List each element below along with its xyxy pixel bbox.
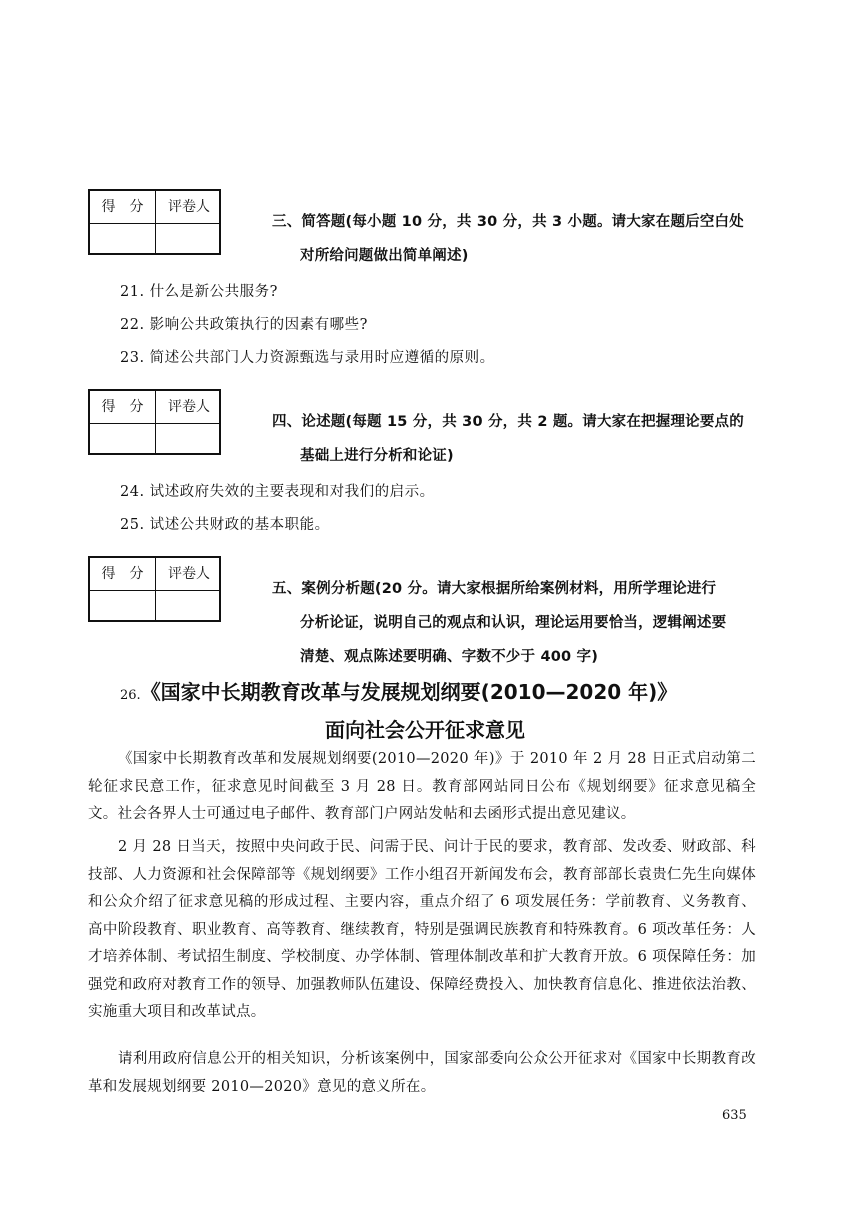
- section-title: 五、案例分析题(20 分。请大家根据所给案例材料，用所学理论进行: [272, 581, 717, 597]
- score-box: [88, 556, 221, 622]
- page-number: 635: [722, 1108, 747, 1123]
- section-title: 三、简答题(每小题 10 分，共 30 分，共 3 小题。请大家在题后空白处: [272, 214, 744, 230]
- question: 24. 试述政府失效的主要表现和对我们的启示。: [120, 484, 435, 500]
- section-title-cont: 清楚、观点陈述要明确、字数不少于 400 字): [300, 649, 599, 665]
- grader-label: 评卷人: [168, 199, 210, 215]
- case-number: 26.: [120, 688, 141, 703]
- score-label: 得 分: [101, 199, 144, 215]
- score-box: [88, 189, 221, 255]
- section-title-cont: 基础上进行分析和论证): [300, 448, 454, 464]
- section-title-cont: 分析论证，说明自己的观点和认识，理论运用要恰当，逻辑阐述要: [300, 615, 727, 631]
- case-paragraph: 《国家中长期教育改革和发展规划纲要(2010—2020 年)》于 2010 年 2 月 28 日正式启动第二轮征求民意工作，征求意见时间截至 3 月 28 日。教育部网站同日公布《规划纲要》征求意见稿全文。社会各界人士可通过电子邮件、教育部门户网站发帖和去函形式提出意见建议。: [88, 751, 756, 822]
- score-box: [88, 389, 221, 455]
- section-title: 四、论述题(每题 15 分，共 30 分，共 2 题。请大家在把握理论要点的: [272, 414, 744, 430]
- case-paragraph: 请利用政府信息公开的相关知识，分析该案例中，国家部委向公众公开征求对《国家中长期教育改革和发展规划纲要 2010—2020》意见的意义所在。: [88, 1051, 756, 1095]
- question: 21. 什么是新公共服务?: [120, 284, 278, 300]
- case-title: [120, 676, 677, 705]
- question: 22. 影响公共政策执行的因素有哪些?: [120, 317, 368, 333]
- question: 23. 简述公共部门人力资源甄选与录用时应遵循的原则。: [120, 350, 495, 366]
- score-label: 得 分: [101, 399, 144, 415]
- grader-label: 评卷人: [168, 399, 210, 415]
- grader-label: 评卷人: [168, 566, 210, 582]
- score-label: 得 分: [101, 566, 144, 582]
- case-paragraph: 2 月 28 日当天，按照中央问政于民、问需于民、问计于民的要求，教育部、发改委、财政部、科技部、人力资源和社会保障部等《规划纲要》工作小组召开新闻发布会，教育部部长袁贵仁先生向媒体和公众介绍了征求意见稿的形成过程、主要内容，重点介绍了 6 项发展任务：学前教育、义务教育、高中阶段教育、职业教育、高等教育、继续教育，特别是强调民族教育和特殊教育。6 项改革任务：人才培养体制、考试招生制度、学校制度、办学体制、管理体制改革和扩大教育开放。6 项保障任务：加强党和政府对教育工作的领导、加强教师队伍建设、保障经费投入、加快教育信息化、推进依法治教、实施重大项目和改革试点。: [88, 839, 756, 1020]
- case-subtitle: 面向社会公开征求意见: [325, 718, 525, 742]
- question: 25. 试述公共财政的基本职能。: [120, 517, 330, 533]
- case-title-text: 《国家中长期教育改革与发展规划纲要(2010—2020 年)》: [140, 680, 678, 704]
- section-title-cont: 对所给问题做出简单阐述): [300, 248, 469, 264]
